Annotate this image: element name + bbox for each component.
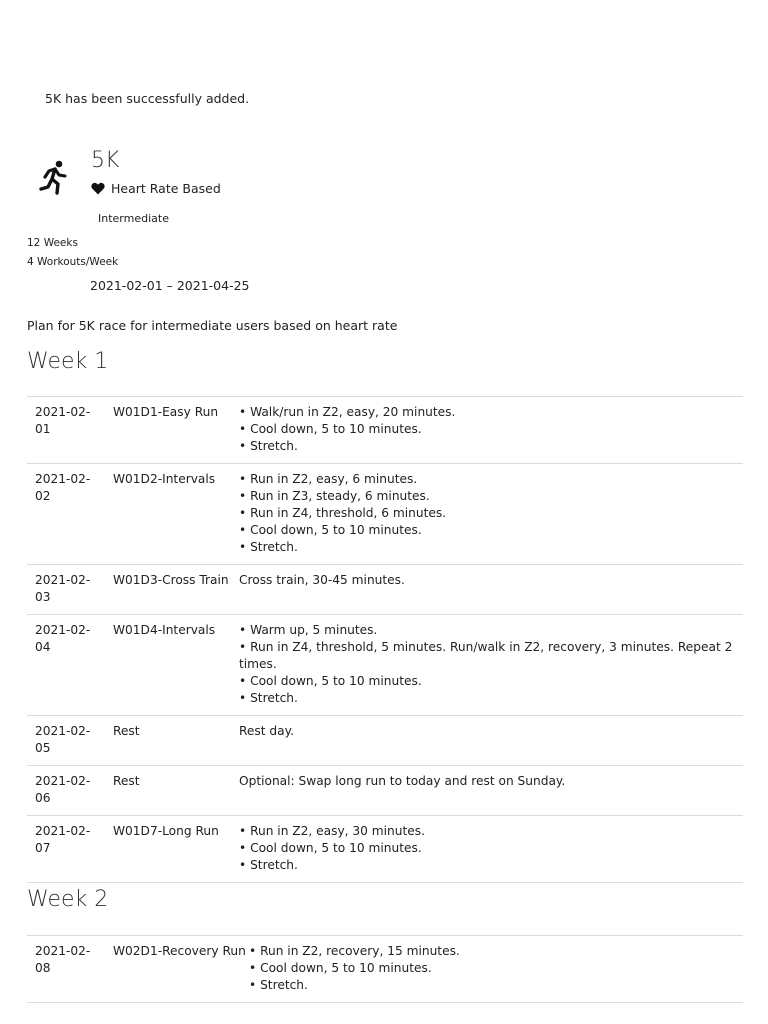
- workout-note-line: Cross train, 30-45 minutes.: [239, 573, 405, 587]
- workout-date-line: 2021-02-: [35, 472, 91, 486]
- workout-date-line: 06: [35, 791, 51, 805]
- plan-frequency: 4 Workouts/Week: [27, 256, 119, 268]
- plan-description: Plan for 5K race for intermediate users based on heart rate: [27, 318, 398, 333]
- week-1-table: [27, 396, 743, 883]
- workout-note-line: • Cool down, 5 to 10 minutes.: [239, 523, 422, 537]
- plan-type: Heart Rate Based: [111, 181, 221, 196]
- workout-note-line: • Stretch.: [239, 858, 298, 872]
- running-person-icon: [38, 160, 70, 196]
- workout-note-line: • Stretch.: [239, 540, 298, 554]
- workout-note-line: • Run in Z2, easy, 6 minutes.: [239, 472, 418, 486]
- workout-note-line: • Walk/run in Z2, easy, 20 minutes.: [239, 405, 456, 419]
- workout-date-line: 08: [35, 961, 51, 975]
- workout-date: [27, 615, 113, 716]
- workout-note-line: • Stretch.: [239, 691, 298, 705]
- workout-notes: [239, 615, 743, 716]
- workout-note-line: • Warm up, 5 minutes.: [239, 623, 378, 637]
- workout-name: W01D3-Cross Train: [113, 573, 229, 587]
- workout-note-line: • Run in Z2, recovery, 15 minutes.: [249, 944, 460, 958]
- workout-name: W02D1-Recovery Run: [113, 944, 246, 958]
- week-1-title: Week 1: [27, 349, 109, 374]
- workout-date-line: 02: [35, 489, 51, 503]
- workout-date-line: 07: [35, 841, 51, 855]
- workout-date-line: 2021-02-: [35, 623, 91, 637]
- workout-note-line: • Cool down, 5 to 10 minutes.: [239, 674, 422, 688]
- workout-note-line: • Run in Z2, easy, 30 minutes.: [239, 824, 426, 838]
- workout-date: [27, 397, 113, 464]
- workout-name: Rest: [113, 774, 140, 788]
- workout-name: W01D1-Easy Run: [113, 405, 219, 419]
- workout-notes: [249, 936, 743, 1003]
- workout-note-line: Optional: Swap long run to today and rest on Sunday.: [239, 774, 566, 788]
- success-message: 5K has been successfully added.: [45, 91, 250, 106]
- plan-header: [0, 148, 768, 298]
- workout-date-line: 2021-02-: [35, 774, 91, 788]
- workout-date-line: 05: [35, 741, 51, 755]
- workout-note-line: Rest day.: [239, 724, 294, 738]
- workout-date-line: 2021-02-: [35, 724, 91, 738]
- workout-date-line: 2021-02-: [35, 405, 91, 419]
- workout-row: [27, 565, 743, 615]
- workout-date: [27, 936, 113, 1003]
- plan-level: Intermediate: [98, 212, 169, 225]
- workout-date-line: 01: [35, 422, 51, 436]
- workout-note-line: • Run in Z4, threshold, 5 minutes. Run/walk in Z2, recovery, 3 minutes. Repeat 2 times.: [239, 640, 733, 671]
- plan-date-range: 2021-02-01 – 2021-04-25: [90, 278, 250, 293]
- workout-date-line: 03: [35, 590, 51, 604]
- workout-note-line: • Stretch.: [239, 439, 298, 453]
- workout-note-line: • Cool down, 5 to 10 minutes.: [249, 961, 432, 975]
- workout-note-line: • Cool down, 5 to 10 minutes.: [239, 422, 422, 436]
- workout-notes: [239, 766, 743, 816]
- workout-row: [27, 766, 743, 816]
- workout-notes: [239, 565, 743, 615]
- plan-type-row: [91, 181, 221, 196]
- workout-date: [27, 565, 113, 615]
- workout-date: [27, 816, 113, 883]
- workout-name: W01D7-Long Run: [113, 824, 219, 838]
- workout-row: [27, 615, 743, 716]
- plan-duration: 12 Weeks: [27, 237, 78, 249]
- plan-title: 5K: [91, 148, 120, 173]
- week-2-table: [27, 935, 743, 1003]
- workout-row: [27, 716, 743, 766]
- workout-date: [27, 464, 113, 565]
- workout-note-line: • Run in Z4, threshold, 6 minutes.: [239, 506, 447, 520]
- workout-name: W01D4-Intervals: [113, 623, 216, 637]
- week-2-title: Week 2: [27, 887, 109, 912]
- workout-date: [27, 766, 113, 816]
- workout-row: [27, 464, 743, 565]
- workout-note-line: • Stretch.: [249, 978, 308, 992]
- workout-date-line: 2021-02-: [35, 573, 91, 587]
- workout-name: W01D2-Intervals: [113, 472, 216, 486]
- workout-name: Rest: [113, 724, 140, 738]
- workout-date-line: 2021-02-: [35, 944, 91, 958]
- workout-date: [27, 716, 113, 766]
- workout-notes: [239, 716, 743, 766]
- workout-notes: [239, 816, 743, 883]
- heart-icon: [91, 182, 105, 195]
- workout-row: [27, 816, 743, 883]
- workout-date-line: 04: [35, 640, 51, 654]
- workout-row: [27, 936, 743, 1003]
- workout-notes: [239, 397, 743, 464]
- workout-row: [27, 397, 743, 464]
- workout-note-line: • Cool down, 5 to 10 minutes.: [239, 841, 422, 855]
- workout-note-line: • Run in Z3, steady, 6 minutes.: [239, 489, 430, 503]
- workout-date-line: 2021-02-: [35, 824, 91, 838]
- workout-notes: [239, 464, 743, 565]
